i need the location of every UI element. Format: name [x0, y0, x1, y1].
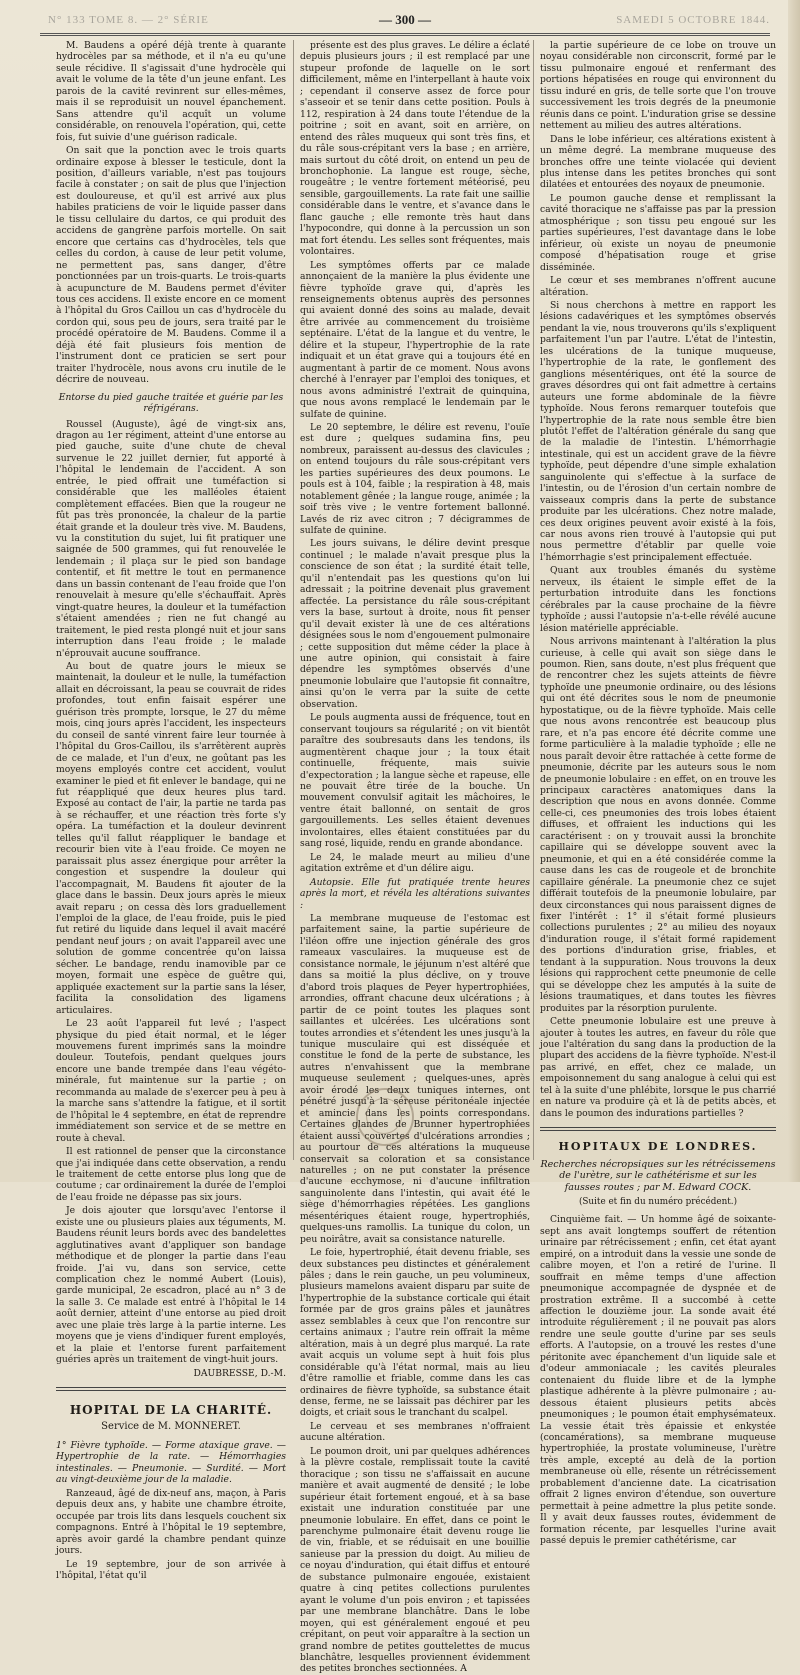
paragraph: Le poumon droit, uni par quelques adhérences à la plèvre costale, remplissait toute la cavité thoracique ; son tissu ne s'affaissait en aucune manière et avait augmenté de densité ; le lobe supérieur était fortement engoué, et à sa base existait une induration constituée par une pneumonie lobulaire. En effet, dans ce point le parenchyme pulmonaire était devenu rouge lie de vin, friable, et se réduisait en une bouillie sanieuse par la pression du doigt. Au milieu de ce noyau d'induration, qui était diffus et entouré de substance pulmonaire engouée, existaient quatre à cinq petites collections purulentes ayant le volume d'un pois environ ; et tapissées par une membrane blanchâtre. Dans le lobe moyen, qui est généralement engoué et peu crépitant, on peut voir apparaître à la section un grand nombre de petites gouttelettes de mucus blanchâtre, lesquelles proviennent évidemment des petites bronches sectionnées. A	[300, 1445, 530, 1675]
paragraph: La membrane muqueuse de l'estomac est parfaitement saine, la partie supérieure de l'iléon offre une injection générale des gros rameaux vasculaires. la muqueuse est de consistance normale, le jéjunum n'est altéré que dans sa moitié la plus déclive, on y trouve d'abord trois plaques de Peyer hypertrophiées, arrondies, offrant chacune deux ulcérations ; à partir de ce point toutes les plaques sont saillantes et ulcérées. Les ulcérations sont toutes arrondies et s'étendent les unes jusqu'à la tunique musculaire qui est disséquée et constitue le fond de la perte de substance, les autres n'envahissent que la membrane muqueuse seulement ; quelques-unes, après avoir érodé les deux tuniques internes, ont pénétré jusqu'à la séreuse péritonéale injectée et amincie dans les points correspondans. Certaines glandes de Brunner hypertrophiées étaient aussi couvertes d'ulcérations arrondies ; au pourtour de ces altérations la muqueuse conservait sa coloration et sa consistance naturelles ; on ne put constater la présence d'aucune ecchymose, ni d'aucune infiltration sanguinolente dans l'intestin, qui avait été le siège d'hémorrhagies répétées. Les ganglions mésentériques étaient rouge, hypertrophiés, quelques-uns ramollis. La tunique du colon, un peu noirâtre, avait sa consistance naturelle.	[300, 912, 530, 1245]
paragraph: présente est des plus graves. Le délire a éclaté depuis plusieurs jours ; il est remplacé par une stupeur profonde de laquelle on le sort difficilement, même en l'interpellant à haute voix ; cependant il conserve assez de force pour s'asseoir et se tenir dans cette position. Pouls à 112, respiration à 24 dans toute l'étendue de la poitrine ; soit en avant, soit en arrière, on entend des râles muqueux qui sont très fins, et du râle sous-crépitant vers la base ; en arrière, mais surtout du côté droit, on entend un peu de bronchophonie. La langue est rouge, sèche, rougeâtre ; le ventre fortement météorisé, peu sensible, gargouillements. La rate fait une saillie considérable dans le ventre, et s'avance dans le flanc gauche ; elle remonte très haut dans l'hypocondre, qui donne à la percussion un son mat fort étendu. Les selles sont fréquentes, mais volontaires.	[300, 40, 530, 258]
section-divider	[540, 1127, 776, 1131]
paragraph: Le 23 août l'appareil fut levé ; l'aspect physique du pied était normal, et le léger mouvemens furent imprimés sans la moindre douleur. Toutefois, pendant quelques jours encore une bande trempée dans l'eau végéto-minérale, fut maintenue sur la partie ; on recommanda au malade de s'exercer peu à peu à la marche sans s'attendre la fatigue, et il sortit de l'hôpital le 4 septembre, en état de reprendre immédiatement son service et de se mettre en route à cheval.	[56, 1018, 286, 1144]
paragraph: Je dois ajouter que lorsqu'avec l'entorse il existe une ou plusieurs plaies aux téguments, M. Baudens réunit leurs bords avec des bandelettes agglutinatives avant d'appliquer son bandage méthodique et de plonger la partie dans l'eau froide. J'ai vu, dans son service, cette complication chez le nommé Aubert (Louis), garde municipal, 2e escadron, placé au n° 3 de la salle 3. Ce malade est entré à l'hôpital le 14 août dernier, atteint d'une entorse au pied droit avec une plaie très large à la partie interne. Les moyens que je viens d'indiquer furent employés, et la plaie et l'entorse furent parfaitement guéries après un traitement de vingt-huit jours.	[56, 1205, 286, 1366]
header-rule	[40, 33, 770, 34]
paragraph: Il est rationnel de penser que la circonstance que j'ai indiquée dans cette observation, a rendu le traitement de cette entorse plus long que de coutume ; car ordinairement la durée de l'emploi de l'eau froide ne dépasse pas six jours.	[56, 1146, 286, 1203]
autopsie-heading: Autopsie. Elle fut pratiquée trente heures après la mort, et révéla les altérations suivantes :	[300, 876, 530, 911]
column-1	[56, 40, 286, 1581]
paragraph: Le cerveau et ses membranes n'offraient aucune altération.	[300, 1420, 530, 1444]
column-divider-2	[533, 40, 534, 1160]
page-edge	[788, 0, 800, 1182]
paragraph: Le 20 septembre, le délire est revenu, l'ouïe est dure ; quelques sudamina fins, peu nombreux, paraissent au-dessus des clavicules ; on entend toujours du râle sous-crépitant vers les parties supérieures des deux poumons. Le pouls est à 104, faible ; la respiration à 48, mais notablement gênée ; la langue rouge, animée ; la soif très vive ; le ventre fortement ballonné. Lavés de riz avec citron ; 7 décigrammes de sulfate de quinine.	[300, 421, 530, 537]
paragraph: Le 24, le malade meurt au milieu d'une agitation extrême et d'un délire aigu.	[300, 851, 530, 875]
case-title: 1° Fièvre typhoïde. — Forme ataxique grave. — Hypertrophie de la rate. — Hémorrhagies intestinales. — Pneumonie. — Surdité. — Mort au vingt-deuxième jour de la maladie.	[56, 1440, 286, 1486]
paragraph: Au bout de quatre jours le mieux se maintenait, la douleur et le nulle, la tuméfaction allait en décroissant, la peau se couvrait de rides profondes, tout enfin faisait espérer une guérison très prompte, lorsque, le 27 du même mois, cinq jours après l'accident, les inspecteurs du conseil de santé vinrent faire leur tournée à l'hôpital du Gros-Caillou, ils s'arrêtèrent auprès de ce malade, et l'un d'eux, ne goûtant pas les moyens employés contre cet accident, voulut examiner le pied et fit enlever le bandage, qui ne fut réappliqué que deux heures plus tard. Exposé au contact de l'air, la partie ne tarda pas à se réchauffer, et une réaction très forte s'y opéra. La tuméfaction et la douleur devinrent telles qu'il fallut réappliquer le bandage et recourir bien vite à l'eau froide. Ce moyen ne paraissait plus assez énergique pour arrêter la congestion et suspendre la douleur qui l'accompagnait, M. Baudens fit ajouter de la glace dans le bassin. Deux jours après le mieux avait reparu ; on cessa dès lors graduellement l'emploi de la glace, de l'eau froide, puis le pied fut retiré du liquide dans lequel il avait macéré pendant neuf jours ; on avait l'appareil avec une solution de gomme concentrée qu'on laissa sécher. Le bandage, rendu inamovible par ce moyen, formait une espèce de guêtre qui, appliquée exactement sur la partie sans la léser, facilita la consolidation des ligamens articulaires.	[56, 661, 286, 1016]
author-signature: DAUBRESSE, D.-M.	[193, 1367, 286, 1379]
paragraph: Le foie, hypertrophié, était devenu friable, ses deux substances peu distinctes et généralement pâles ; dans le rein gauche, un peu volumineux, plusieurs mamelons avaient disparu par suite de l'hypertrophie de la substance corticale qui était formée par de gros grains pâles et jaunâtres assez semblables à ceux que l'on rencontre sur certains animaux ; l'autre rein offrait la même altération, mais à un degré plus marqué. La rate avait acquis un volume sept à huit fois plus considérable qu'à l'état normal, mais au lieu d'être ramollie et friable, comme dans les cas ordinaires de fièvre typhoïde, sa substance était dense, ferme, ne se laissait pas déchirer par les doigts, et criait sous le tranchant du scalpel.	[300, 1247, 530, 1419]
paragraph: Quant aux troubles émanés du système nerveux, ils étaient le simple effet de la perturbation introduite dans les fonctions cérébrales par la cause prochaine de la fièvre typhoïde ; aussi l'autopsie n'a-t-elle révélé aucune lésion matérielle appréciable.	[540, 565, 776, 634]
header-left: N° 133 TOME 8. — 2° SÉRIE	[48, 14, 209, 26]
section-divider	[56, 1387, 286, 1391]
section-title: HOPITAUX DE LONDRES.	[558, 1140, 758, 1154]
paragraph: Ranzeaud, âgé de dix-neuf ans, maçon, à Paris depuis deux ans, y habite une chambre étroite, occupée par trois lits dans lesquels couchent six compagnons. Entré à l'hôpital le 19 septembre, après avoir gardé la chambre pendant quinze jours.	[56, 1487, 286, 1557]
paragraph: Les jours suivans, le délire devint presque continuel ; le malade n'avait presque plus la conscience de son état ; la surdité était telle, qu'il n'entendait pas les questions qu'on lui adressait ; la poitrine devenait plus gravement affectée. La persistance du râle sous-crépitant vers la base, surtout à droite, nous fit penser qu'il devait exister là une de ces altérations désignées sous le nom d'engouement pulmonaire ; cette supposition dut même céder la place à une autre opinion, qui consistait à faire dépendre les symptômes observés d'une pneumonie lobulaire que l'autopsie fit connaître, ainsi qu'on le verra par la suite de cette observation.	[300, 538, 530, 710]
column-divider-1	[293, 40, 294, 1160]
paragraph: Roussel (Auguste), âgé de vingt-six ans, dragon au 1er régiment, atteint d'une entorse au pied gauche, suite d'une chute de cheval survenue le 22 juillet dernier, fut apporté à l'hôpital le lendemain de l'accident. A son entrée, le pied offrait une tuméfaction si considérable que les malléoles étaient complètement effacées. Bien que la rougeur ne fût pas très prononcée, la chaleur de la partie était grande et la douleur très vive. M. Baudens, vu la constitution du sujet, lui fit pratiquer une saignée de 500 grammes, qui fut renouvelée le lendemain ; il plaça sur le pied son bandage contentif, et fit mettre le tout en permanence dans un bassin contenant de l'eau froide que l'on renouvelait à mesure qu'elle s'échauffait. Après vingt-quatre heures, la douleur et la tuméfaction s'étaient amendées ; rien ne fut changé au traitement, le pied resta plongé nuit et jour sans interruption dans l'eau froide ; le malade n'éprouvait aucune souffrance.	[56, 418, 286, 659]
paragraph: Nous arrivons maintenant à l'altération la plus curieuse, à celle qui avait son siège dans le poumon. Rien, sans doute, n'est plus fréquent que de rencontrer chez les sujets atteints de fièvre typhoïde une pneumonie ordinaire, ou des lésions qui ont été décrites sous le nom de pneumonie hypostatique, ou de la fièvre typhoïde. Mais celle que nous avons rencontrée est beaucoup plus rare, et n'a pas encore été décrite comme une forme particulière à la maladie typhoïde ; elle ne nous paraît devoir être rattachée à cette forme de pneumonie, décrite par les auteurs sous le nom de pneumonie lobulaire : en effet, on en trouve les principaux caractères anatomiques dans la description que nous en avons donnée. Comme celle-ci, ces pneumonies des trois lobes étaient diffuses, et offraient les inductions qui les caractérisent : on y trouvait aussi la bronchite capillaire qui se développe souvent avec la pneumonie, et qui en a été considérée comme la cause dans les cas de rougeole et de bronchite capillaire générale. La pneumonie chez ce sujet différait toutefois de la pneumonie lobulaire, par deux circonstances qui nous paraissent dignes de fixer l'intérêt : 1° il s'était formé plusieurs collections purulentes ; 2° au milieu des noyaux d'induration rouge, il s'était formé rapidement des portions d'induration grise, friables, et tendant à la suppuration. Nous trouvons la deux lésions qui rapprochent cette pneumonie de celle qui se développe chez les amputés à la suite de lésions traumatiques, et dans toutes les fièvres produites par la résorption purulente.	[540, 636, 776, 1014]
header-right: SAMEDI 5 OCTOBRE 1844.	[616, 14, 770, 26]
paragraph: On sait que la ponction avec le trois quarts ordinaire expose à blesser le testicule, dont la position, d'ailleurs variable, n'est pas toujours facile à constater ; on sait de plus que l'injection est douloureuse, et qu'il est arrivé aux plus habiles praticiens de voir le liquide passer dans le tissu cellulaire du dartos, ce qui produit des accidens de gangrène parfois mortelle. On sait encore que certains cas d'hydrocèles, tels que celles du cordon, à cause de leur petit volume, ne permettent pas, sans danger, d'être ponctionnées par un trois-quarts. Le trois-quarts à acupuncture de M. Baudens permet d'éviter tous ces accidens. Il existe encore en ce moment à l'hôpital du Gros Caillou un cas d'hydrocèle du cordon qui, sous peu de jours, sera traité par le procédé opératoire de M. Baudens. Comme il a déjà été fait plusieurs fois mention de l'instrument dont ce praticien se sert pour traiter l'hydrocèle, nous avons cru inutile de le décrire de nouveau.	[56, 145, 286, 386]
paragraph: Le cœur et ses membranes n'offrent aucune altération.	[540, 275, 776, 298]
library-stamp	[356, 1088, 414, 1146]
section-title: HOPITAL DE LA CHARITÉ.	[69, 1403, 273, 1418]
column-2	[300, 40, 530, 1675]
continuation-note: (Suite et fin du numéro précédent.)	[578, 1196, 738, 1207]
paragraph: Le pouls augmenta aussi de fréquence, tout en conservant toujours sa régularité ; on vit bientôt paraître des soubresauts dans les tendons, ils augmentèrent chaque jour ; la toux était continuelle, fréquente, mais suivie d'expectoration ; la langue sèche et rapeuse, elle ne pouvait être tirée de la bouche. Un mouvement convulsif agitait les mâchoires, le ventre était ballonné, on sentait de gros gargouillements. Les selles étaient devenues involontaires, elles étaient constituées par du sang rosé, liquide, rendu en grande abondance.	[300, 712, 530, 850]
paragraph: M. Baudens a opéré déjà trente à quarante hydrocèles par sa méthode, et il n'a eu qu'une seule récidive. Il s'agissait d'une hydrocèle qui avait le volume de la tête d'un jeune enfant. Les parois de la cavité revinrent sur elles-mêmes, mais il se reproduisit un nouvel épanchement. Sans attendre qu'il acquît un volume considérable, on renouvela l'opération, qui, cette fois, fut suivie d'une guérison radicale.	[56, 40, 286, 143]
section-subtitle: Recherches nécropsiques sur les rétrécissemens de l'urètre, sur le cathétérisme et sur les fausses routes ; par M. Edward COCK.	[540, 1158, 776, 1193]
paragraph: Si nous cherchons à mettre en rapport les lésions cadavériques et les symptômes observés pendant la vie, nous trouverons qu'ils s'expliquent parfaitement l'un par l'autre. L'état de l'intestin, les ulcérations de la tunique muqueuse, l'hypertrophie de la rate, le gonflement des ganglions mésentériques, ont été la source de graves désordres qui ont fait admettre à certains auteurs une forme abdominale de la fièvre typhoïde. Nous ferons remarquer toutefois que l'hypertrophie de la rate nous semble être bien plutôt l'effet de l'altération générale du sang que de la maladie de l'intestin. L'hémorrhagie intestinale, qui est un accident grave de la fièvre typhoïde, peut dépendre d'une simple exhalation sanguinolente qui s'effectue à la surface de l'intestin, ou de l'érosion d'un certain nombre de vaisseaux compris dans la perte de substance produite par les ulcérations. Chez notre malade, ces deux origines peuvent avoir existé à la fois, car nous avons rien trouvé à l'autopsie qui put nous permettre d'établir par quelle voie l'hémorrhagie s'est principalement effectuée.	[540, 299, 776, 563]
paragraph: Dans le lobe inférieur, ces altérations existent à un même degré. La membrane muqueuse des bronches offre une teinte violacée qui devient plus intense dans les petites bronches qui sont dilatées et entourées des noyaux de pneumonie.	[540, 133, 776, 191]
paragraph: Les symptômes offerts par ce malade annonçaient de la manière la plus évidente une fièvre typhoïde grave qui, d'après les renseignements obtenus auprès des personnes qui avaient donné des soins au malade, devait être arrivée au commencement du troisième septénaire. L'état de la langue et du ventre, le délire et la stupeur, l'hypertrophie de la rate indiquait et un état grave qui a toujours été en augmentant à partir de ce moment. Nous avons cherché à l'enrayer par l'emploi des toniques, et nous avons administré l'extrait de quinquina, que nous avons remplacé le lendemain par le sulfate de quinine.	[300, 259, 530, 420]
column-3	[540, 40, 776, 1547]
paragraph: Cette pneumonie lobulaire est une preuve à ajouter à toutes les autres, en faveur du rôle que joue l'altération du sang dans la production de la plupart des accidens de la fièvre typhoïde. N'est-il pas arrivé, en effet, chez ce malade, un empoisonnement du sang analogue à celui qui est tel à la suite d'une phlébite, lorsque le pus charrié en nature va produire çà et là de petits abcès, et dans le poumon des indurations partielles ?	[540, 1016, 776, 1119]
paragraph: Cinquième fait. — Un homme âgé de soixante-sept ans avait longtemps souffert de rétention urinaire par rétrécissement ; enfin, cet état ayant empiré, on a introduit dans la vessie une sonde de calibre moyen, et l'on a retiré de l'urine. Il souffrait en même temps d'une affection pneumonique accompagnée de dyspnée et de prostration extrême. Il a succombé à cette affection le douzième jour. La sonde avait été introduite régulièrement ; il ne pouvait pas alors rendre une seule goutte d'urine par ses seuls efforts. A l'autopsie, on a trouvé les restes d'une péritonite avec épanchement d'un liquide sale et d'odeur ammoniacale ; les cavités pleurales contenaient du fluide libre et de la lymphe plastique adhérente à la plèvre pulmonaire ; au-dessous étaient plusieurs petits abcès pneumoniques ; le poumon était emphysémateux. La vessie était très épaissie et enkystée (concamérations), sa membrane muqueuse hypertrophiée, la prostate volumineuse, l'urètre très ample, excepté au delà de la portion membraneuse où elle, résente un rétrécissement probablement d'ancienne date. La cicatrisation offrait 2 lignes environ d'étendue, son ouverture permettait à peine admettre la plus petite sonde. Il y avait deux fausses routes, évidemment de formation récente, par lesquelles l'urine avait passé depuis le premier cathétérisme, car	[540, 1214, 776, 1547]
page-header	[40, 10, 770, 32]
paragraph: Le 19 septembre, jour de son arrivée à l'hôpital, l'état qu'il	[56, 1558, 286, 1581]
article-subtitle: Entorse du pied gauche traitée et guérie par les réfrigérans.	[58, 391, 284, 415]
header-rule-2	[40, 35, 770, 36]
page-number: — 300 —	[379, 12, 431, 27]
paragraph: Le poumon gauche dense et remplissant la cavité thoracique ne s'affaisse pas par la pression atmosphérique ; son tissu peu engoué sur les parties supérieures, l'est davantage dans le lobe inférieur, où existe un noyau de pneumonie composé d'hépatisation rouge et grise disséminée.	[540, 192, 776, 273]
paragraph: la partie supérieure de ce lobe on trouve un noyau considérable non circonscrit, formé par le tissu pulmonaire engoué et renfermant des portions hépatisées en rouge qui environnent du tissu induré en gris, de telle sorte que l'on trouve successivement les trois degrés de la pneumonie réunis dans ce point. L'induration grise se dessine nettement au milieu des autres altérations.	[540, 40, 776, 132]
section-subtitle: Service de M. MONNERET.	[101, 1420, 241, 1432]
